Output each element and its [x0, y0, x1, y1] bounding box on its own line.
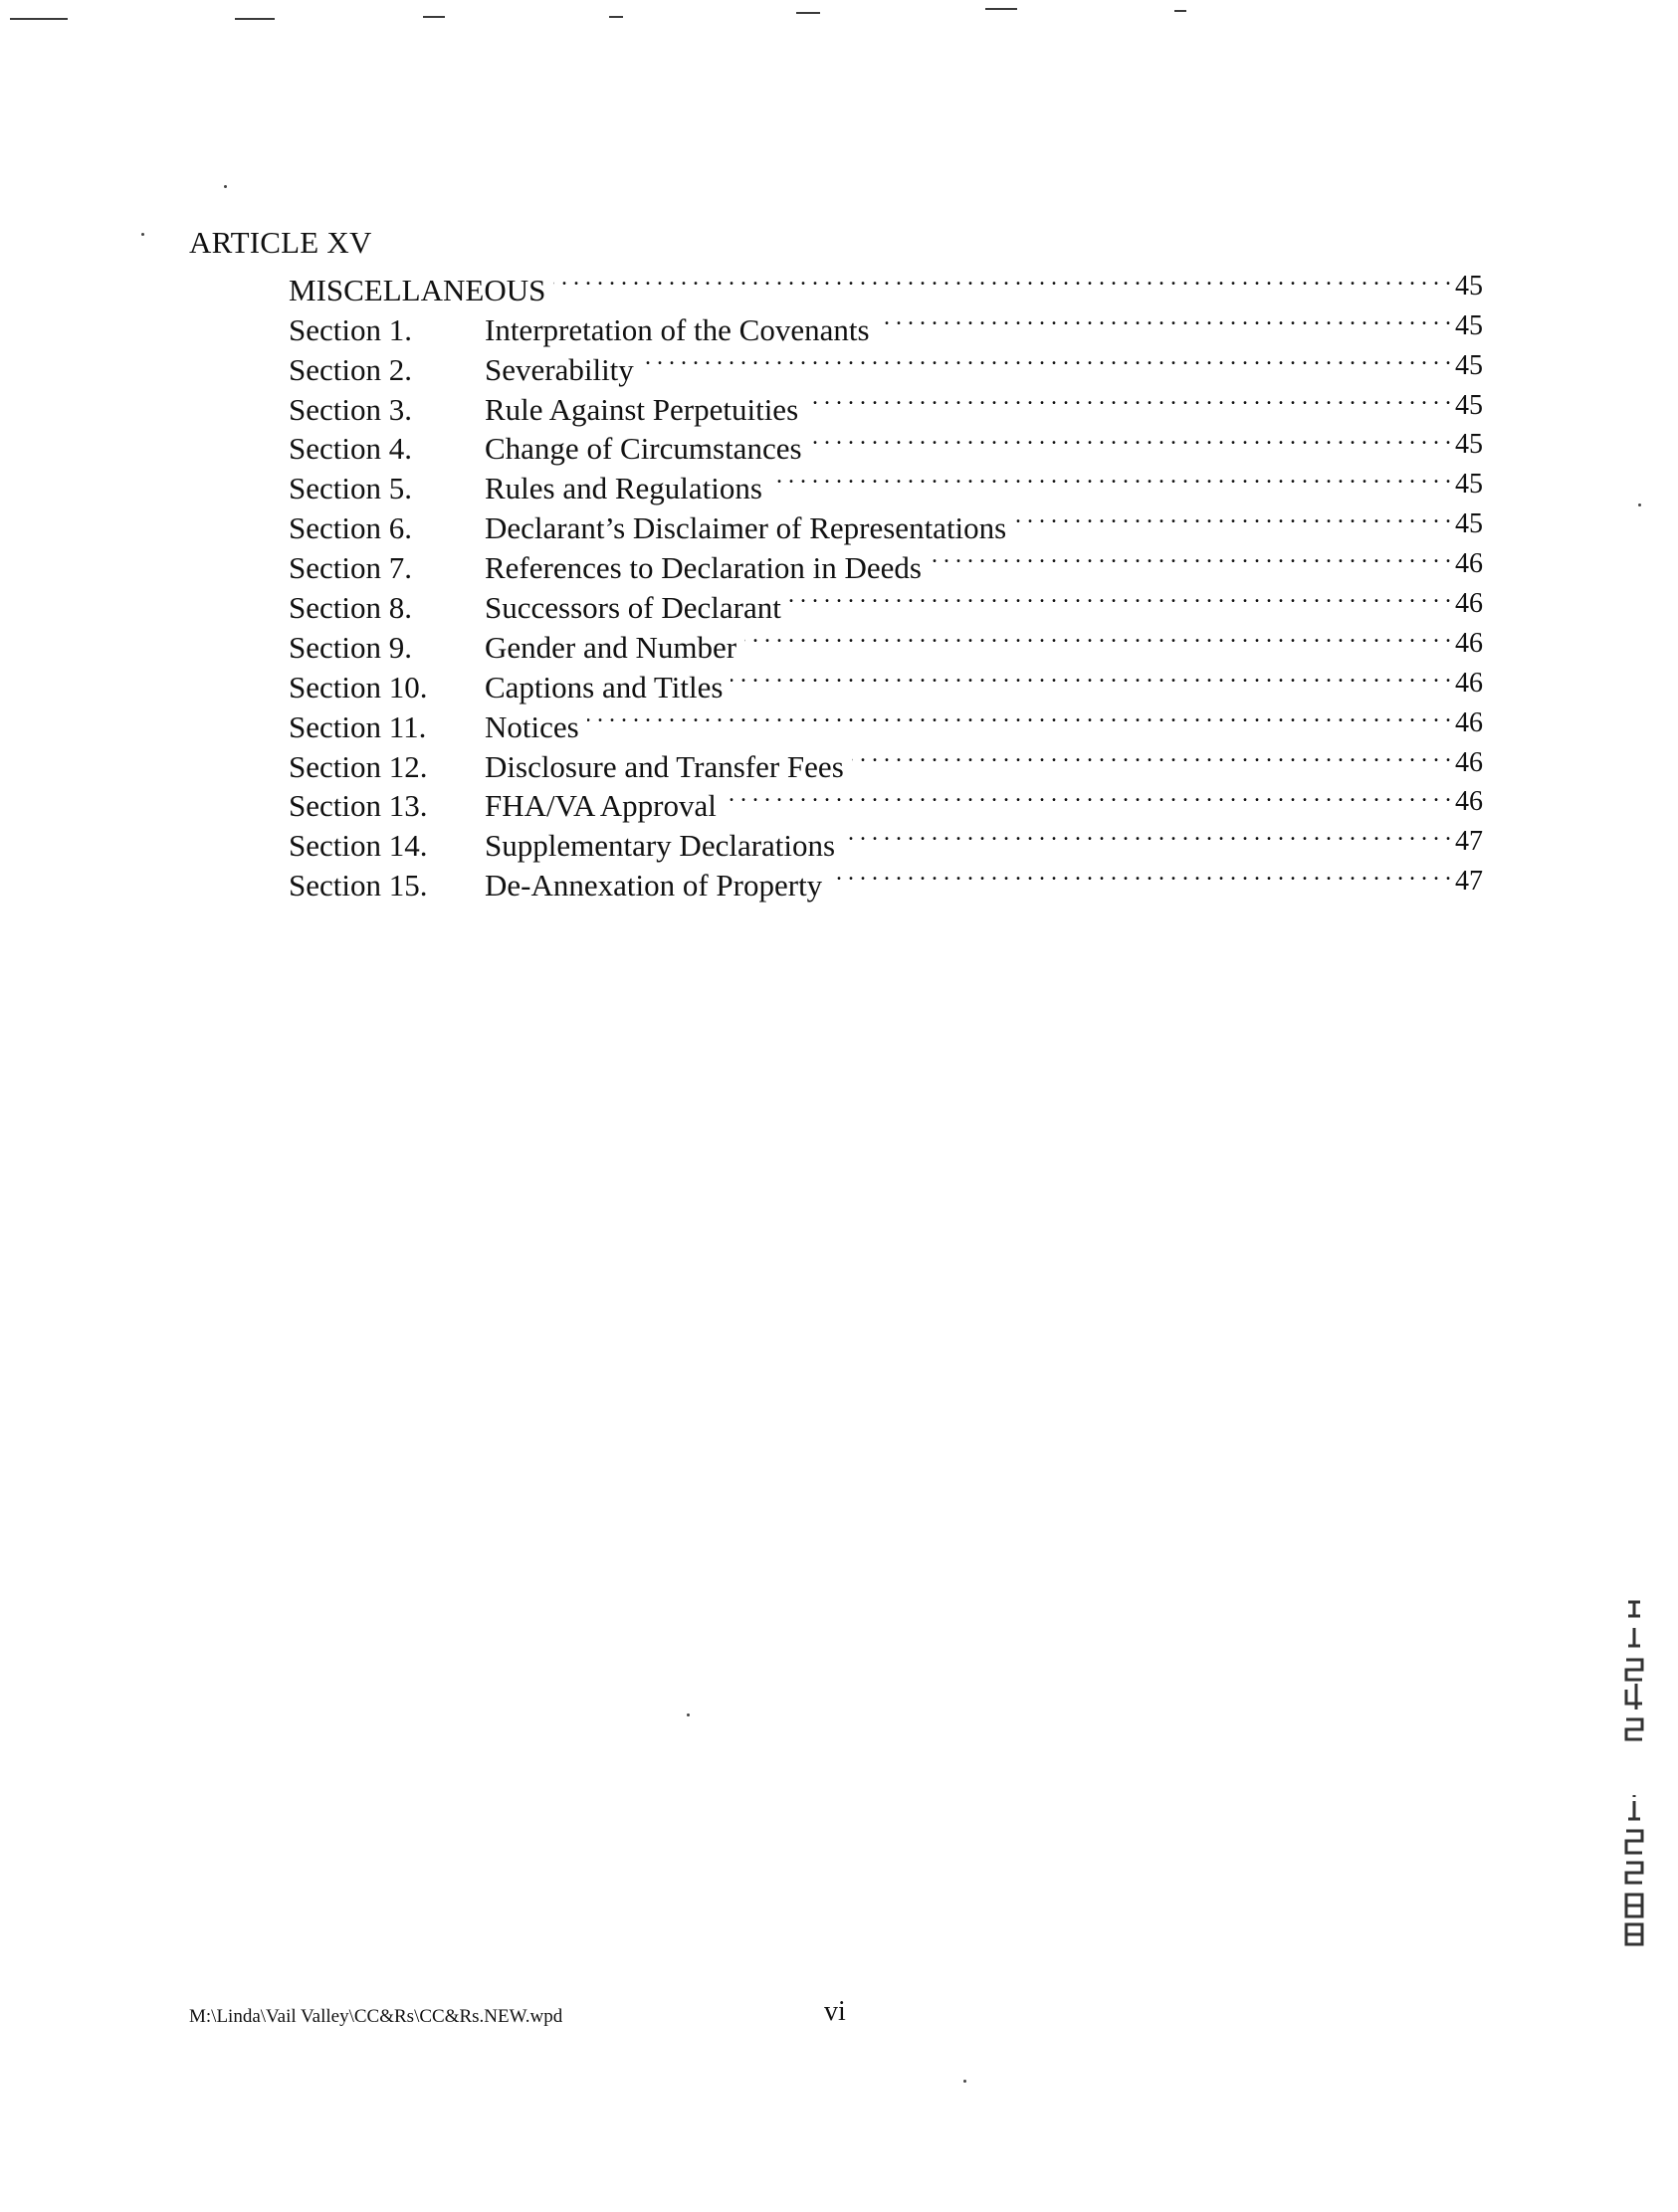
scanner-stamp-graphic: [1612, 1592, 1652, 1950]
scan-artifact-top: [10, 18, 68, 20]
page-number: 47: [1455, 866, 1483, 898]
article-heading: ARTICLE XV: [189, 225, 372, 260]
dot-leader: [806, 380, 1451, 420]
section-title: FHA/VA Approval: [485, 788, 717, 824]
dot-leader: [553, 261, 1451, 301]
section-number: Section 8.: [289, 590, 412, 626]
page-number: 47: [1455, 826, 1483, 858]
dot-leader: [789, 578, 1451, 618]
section-number: Section 4.: [289, 431, 412, 467]
section-number: Section 13.: [289, 788, 428, 824]
section-number: Section 3.: [289, 391, 412, 427]
page-number: 45: [1455, 508, 1483, 540]
scan-artifact-top: [609, 16, 623, 18]
footer-file-path: M:\Linda\Vail Valley\CC&Rs\CC&Rs.NEW.wpd: [189, 2006, 563, 2027]
dot-leader: [843, 816, 1451, 856]
section-title: Interpretation of the Covenants: [485, 311, 870, 347]
section-title: Notices: [485, 708, 579, 744]
section-title: Rules and Regulations: [485, 471, 762, 506]
footer-page-number: vi: [824, 1996, 846, 2027]
scan-speck: [963, 2080, 966, 2083]
section-title: Change of Circumstances: [485, 431, 802, 467]
dot-leader: [744, 618, 1451, 658]
section-title: References to Declaration in Deeds: [485, 550, 922, 586]
scan-artifact-top: [985, 8, 1017, 10]
section-title: Successors of Declarant: [485, 590, 781, 626]
scan-artifact-top: [423, 16, 445, 18]
dot-leader: [1014, 499, 1451, 538]
table-of-contents: [289, 261, 1483, 904]
page-number: 46: [1455, 746, 1483, 778]
section-number: Section 5.: [289, 471, 412, 506]
section-title: Captions and Titles: [485, 669, 724, 704]
dot-leader: [930, 538, 1451, 578]
section-title: Declarant’s Disclaimer of Representations: [485, 510, 1007, 546]
toc-article-title-row: [289, 261, 1483, 307]
page-number: 45: [1455, 270, 1483, 302]
section-title: Supplementary Declarations: [485, 828, 836, 864]
section-number: Section 10.: [289, 669, 428, 704]
scan-artifact-top: [1174, 10, 1186, 12]
section-number: Section 15.: [289, 868, 428, 904]
page-number: 45: [1455, 349, 1483, 381]
scan-speck: [1638, 503, 1641, 506]
scan-speck: [687, 1713, 690, 1716]
scan-artifact-top: [796, 12, 820, 14]
dot-leader: [725, 777, 1451, 817]
dot-leader: [642, 340, 1451, 380]
section-number: Section 2.: [289, 351, 412, 387]
section-number: Section 12.: [289, 748, 428, 784]
page-number: 46: [1455, 627, 1483, 659]
section-number: Section 14.: [289, 828, 428, 864]
page-number: 46: [1455, 667, 1483, 699]
section-title: Severability: [485, 351, 634, 387]
section-number: Section 6.: [289, 510, 412, 546]
scan-artifact-top: [235, 18, 275, 20]
section-title: De-Annexation of Property: [485, 868, 823, 904]
section-title: Gender and Number: [485, 629, 737, 665]
page-number: 45: [1455, 309, 1483, 341]
dot-leader: [731, 658, 1451, 698]
dot-leader: [852, 737, 1451, 777]
section-number: Section 7.: [289, 550, 412, 586]
section-title: Rule Against Perpetuities: [485, 391, 799, 427]
page-number: 46: [1455, 588, 1483, 620]
page-number: 45: [1455, 429, 1483, 461]
dot-leader: [587, 698, 1451, 737]
page-number: 46: [1455, 786, 1483, 818]
section-title: Disclosure and Transfer Fees: [485, 748, 844, 784]
page-number: 45: [1455, 469, 1483, 501]
scan-speck: [141, 233, 144, 236]
dot-leader: [878, 301, 1451, 340]
page-number: 46: [1455, 706, 1483, 738]
page-number: 45: [1455, 389, 1483, 421]
section-number: Section 1.: [289, 311, 412, 347]
dot-leader: [810, 420, 1451, 460]
page-number: 46: [1455, 548, 1483, 580]
section-number: Section 11.: [289, 708, 427, 744]
scan-speck: [224, 185, 227, 188]
article-title: MISCELLANEOUS: [289, 272, 546, 307]
section-number: Section 9.: [289, 629, 412, 665]
dot-leader: [770, 459, 1451, 499]
dot-leader: [830, 856, 1451, 896]
